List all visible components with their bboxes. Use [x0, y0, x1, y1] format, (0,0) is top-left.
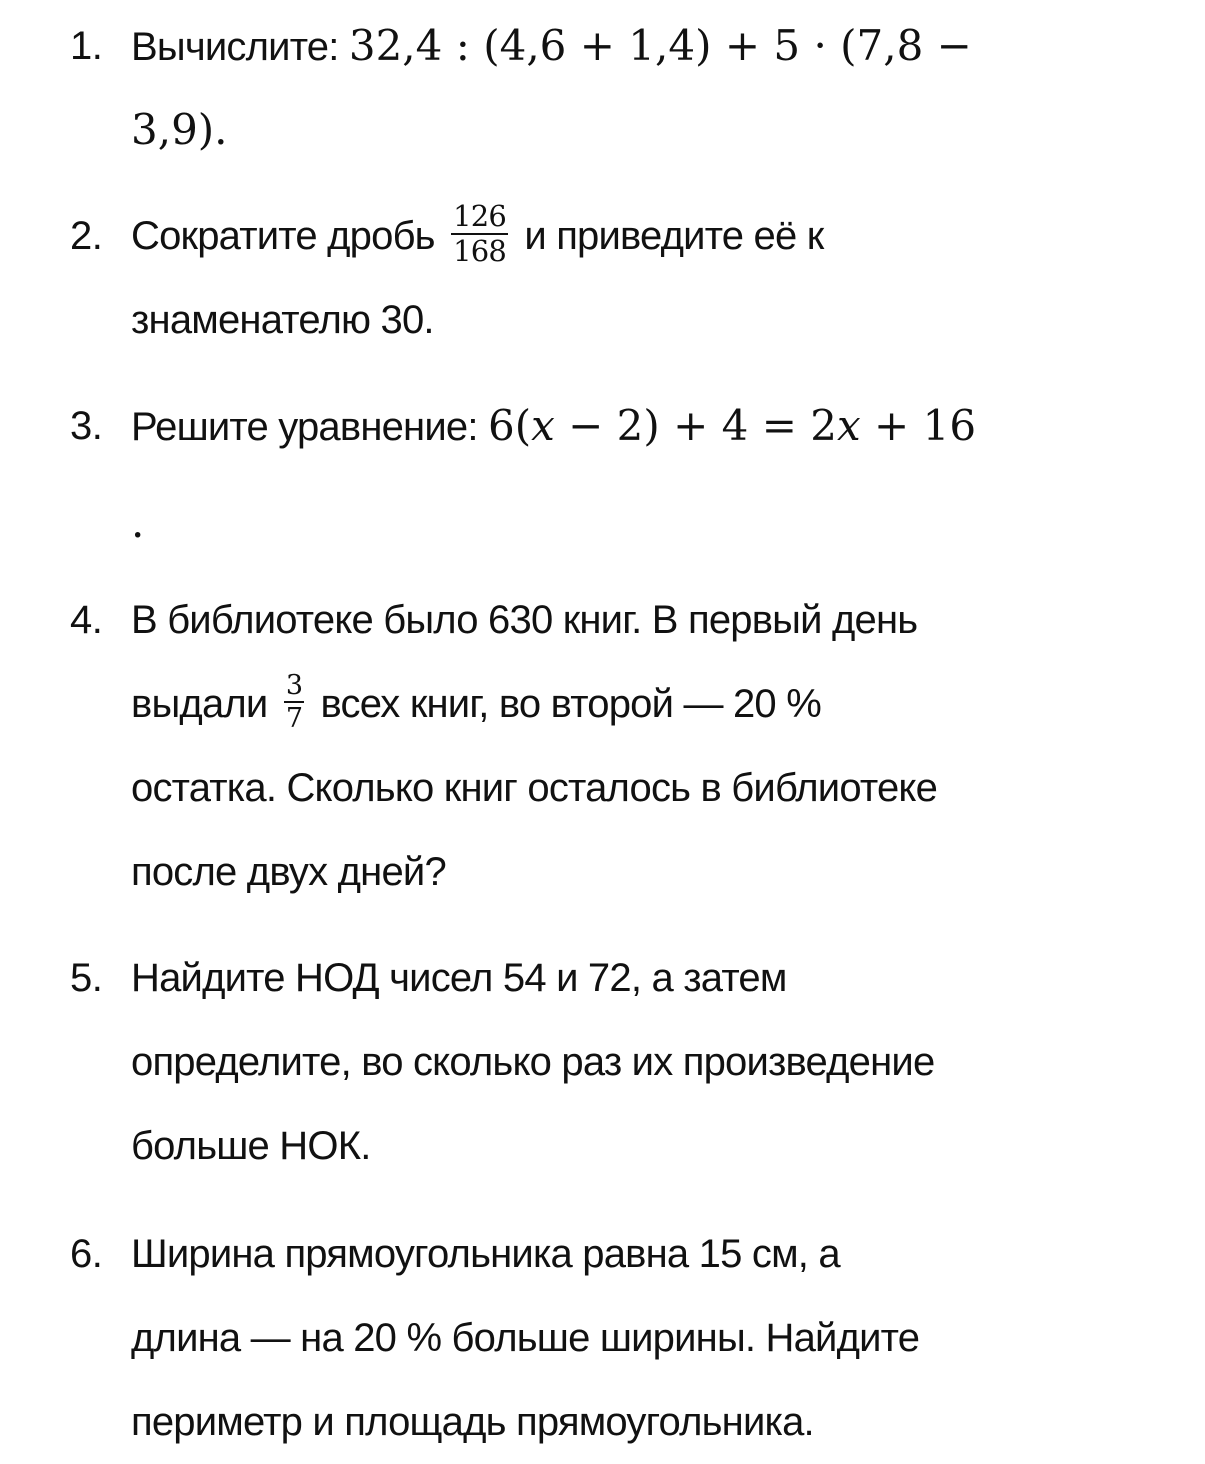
problem-number: 4.: [70, 598, 103, 642]
equation: 6(x − 2) + 4 = 2x + 16: [487, 401, 977, 450]
problem-number: 3.: [70, 404, 103, 448]
problem-number: 1.: [70, 24, 103, 68]
fraction: [284, 670, 304, 735]
problem-text-line: периметр и площадь прямоугольника.: [131, 1400, 814, 1444]
problem-label: Вычислите:: [131, 25, 339, 69]
fraction-denominator: 7: [285, 703, 303, 735]
problem-text: [131, 578, 1191, 914]
problem-label: Решите уравнение:: [131, 405, 478, 449]
problem-text: [131, 1212, 1191, 1464]
problem-text-line: В библиотеке было 630 книг. В первый день: [131, 598, 918, 642]
problem-text-after: всех книг, во второй — 20 %: [320, 682, 821, 726]
problem-text-line: Ширина прямоугольника равна 15 см, а: [131, 1232, 840, 1276]
problem-text: [131, 936, 1191, 1188]
problem-text-line: после двух дней?: [131, 850, 446, 894]
fraction: [451, 199, 508, 269]
fraction-numerator: 126: [453, 199, 507, 234]
problem-text: [131, 4, 1191, 172]
problem-number: 5.: [70, 956, 103, 1000]
problem-text-line: знаменателю 30.: [131, 298, 434, 342]
problem-number: 2.: [70, 214, 103, 258]
problem-text-after: и приведите её к: [524, 214, 824, 258]
problem-text-before: Сократите дробь: [131, 214, 435, 258]
problem-text-line: определите, во сколько раз их произведение: [131, 1040, 935, 1084]
problem-text: [131, 384, 1191, 578]
problem-text-line: длина — на 20 % больше ширины. Найдите: [131, 1316, 920, 1360]
problem-text: [131, 194, 1191, 362]
problem-text-before: выдали: [131, 682, 268, 726]
equation-period: .: [131, 498, 145, 547]
fraction-numerator: 3: [285, 670, 303, 702]
problem-text-line: остатка. Сколько книг осталось в библиотеке: [131, 766, 938, 810]
math-expression-continued: 3,9).: [131, 105, 228, 154]
fraction-denominator: 168: [453, 234, 507, 269]
problem-text-line: больше НОК.: [131, 1124, 371, 1168]
math-expression: 32,4 : (4,6 + 1,4) + 5 · (7,8 −: [348, 21, 972, 70]
problem-text-line: Найдите НОД чисел 54 и 72, а затем: [131, 956, 787, 1000]
problem-number: 6.: [70, 1232, 103, 1276]
